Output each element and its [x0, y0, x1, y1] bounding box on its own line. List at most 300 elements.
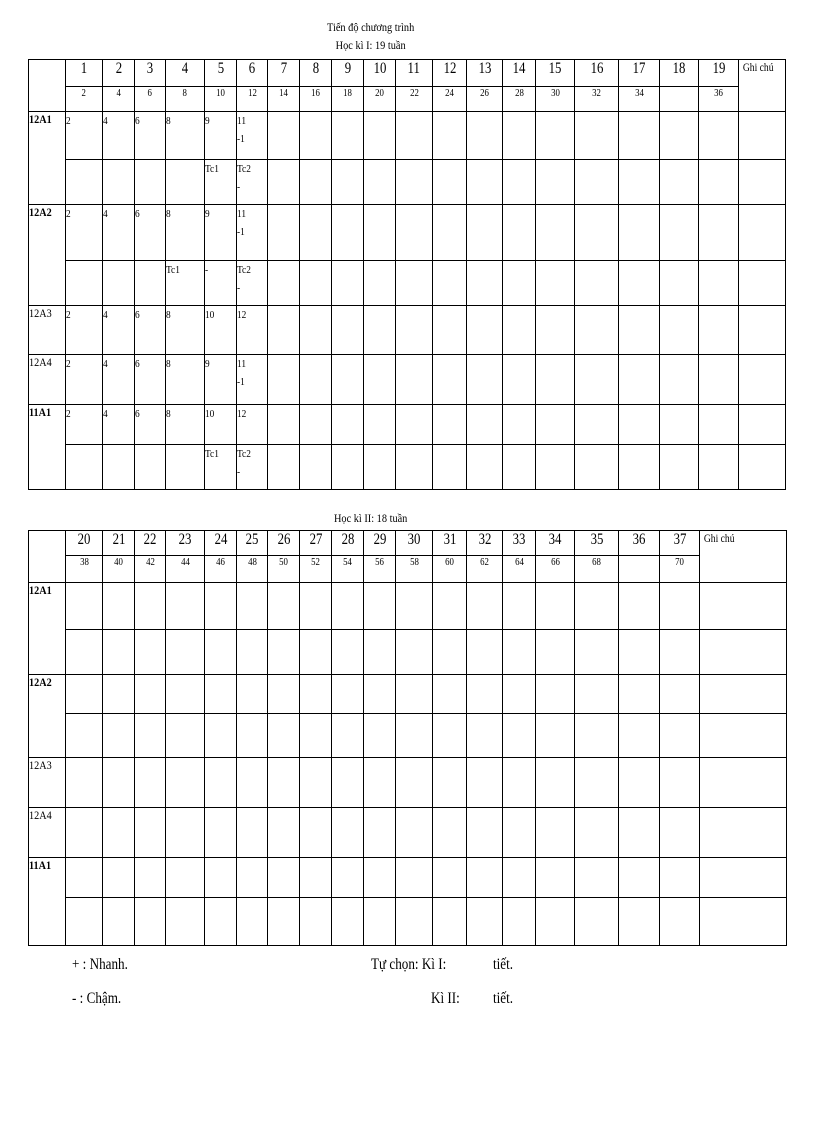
progress-cell — [66, 205, 103, 261]
progress-cell — [300, 205, 332, 261]
progress-cell — [332, 583, 364, 630]
week-number — [205, 60, 237, 87]
progress-cell — [433, 898, 467, 946]
progress-cell — [103, 405, 135, 445]
semester2-title: Học kì II: 18 tuần — [333, 511, 408, 525]
progress-cell — [332, 758, 364, 808]
cell-text: 50 — [279, 556, 288, 568]
cell-text: 42 — [145, 556, 155, 568]
progress-cell — [660, 112, 699, 160]
cell-text: 7 — [280, 60, 287, 77]
progress-cell — [166, 583, 205, 630]
cell-text: 9 — [205, 115, 210, 127]
progress-cell — [467, 445, 503, 490]
progress-cell — [300, 758, 332, 808]
class-name — [29, 405, 66, 490]
week-number — [205, 531, 237, 556]
week-number — [503, 60, 536, 87]
progress-cell — [205, 808, 237, 858]
week-number — [268, 531, 300, 556]
progress-cell — [166, 898, 205, 946]
note-cell — [739, 355, 786, 405]
cell-text: 12A1 — [29, 583, 52, 597]
table-row — [29, 714, 787, 758]
progress-cell — [237, 306, 268, 355]
progress-cell — [332, 675, 364, 714]
progress-cell — [205, 758, 237, 808]
progress-cell — [332, 112, 364, 160]
progress-cell — [66, 714, 103, 758]
progress-cell — [237, 355, 268, 405]
period-number — [237, 87, 268, 112]
cell-text: 56 — [375, 556, 384, 568]
progress-cell — [135, 630, 166, 675]
class-name — [29, 205, 66, 306]
note-cell — [739, 160, 786, 205]
progress-cell — [503, 205, 536, 261]
progress-cell — [166, 714, 205, 758]
progress-cell — [166, 205, 205, 261]
cell-text: 11A1 — [29, 405, 52, 419]
week-number — [332, 60, 364, 87]
week-number — [660, 531, 700, 556]
progress-cell — [66, 405, 103, 445]
progress-cell — [396, 112, 433, 160]
progress-cell — [536, 205, 575, 261]
cell-text: 11 -1 — [237, 358, 247, 388]
cell-text: 10 — [205, 309, 215, 321]
cell-text: 60 — [445, 556, 454, 568]
cell-text: 9 — [344, 60, 351, 77]
week-number — [503, 531, 536, 556]
progress-cell — [66, 112, 103, 160]
progress-cell — [268, 808, 300, 858]
week-number — [575, 60, 619, 87]
period-number — [503, 556, 536, 583]
progress-cell — [135, 261, 166, 306]
progress-cell — [660, 405, 699, 445]
progress-cell — [536, 583, 575, 630]
cell-text: 10 — [205, 408, 215, 420]
week-number — [364, 531, 396, 556]
progress-cell — [364, 405, 396, 445]
progress-cell — [433, 758, 467, 808]
progress-cell — [300, 583, 332, 630]
cell-text: Tc1 — [166, 264, 180, 276]
period-number — [575, 87, 619, 112]
cell-text: 28 — [514, 87, 524, 99]
progress-cell — [536, 445, 575, 490]
progress-cell — [619, 405, 660, 445]
elective-term1-label: Tự chọn: Kì I: — [371, 956, 447, 973]
progress-cell — [433, 160, 467, 205]
progress-cell — [166, 675, 205, 714]
progress-cell — [619, 758, 660, 808]
class-name — [29, 858, 66, 946]
progress-cell — [433, 355, 467, 405]
progress-cell — [364, 355, 396, 405]
week-number — [699, 60, 739, 87]
progress-cell — [467, 898, 503, 946]
note-cell — [700, 714, 787, 758]
progress-cell — [396, 898, 433, 946]
progress-cell — [205, 630, 237, 675]
progress-cell — [575, 445, 619, 490]
table-row — [29, 758, 787, 808]
cell-text: 52 — [311, 556, 320, 568]
cell-text: 21 — [112, 531, 125, 548]
period-number — [433, 87, 467, 112]
progress-cell — [300, 445, 332, 490]
progress-cell — [135, 355, 166, 405]
progress-cell — [332, 898, 364, 946]
cell-text: 17 — [632, 60, 646, 77]
progress-cell — [364, 306, 396, 355]
cell-text: 8 — [166, 408, 171, 420]
progress-cell — [575, 112, 619, 160]
period-number — [536, 556, 575, 583]
progress-cell — [300, 355, 332, 405]
progress-cell — [619, 306, 660, 355]
cell-text: 4 — [103, 208, 108, 220]
progress-cell — [433, 112, 467, 160]
progress-cell — [135, 808, 166, 858]
cell-text: 37 — [673, 531, 686, 548]
progress-cell — [619, 714, 660, 758]
week-header-row — [29, 60, 786, 87]
period-number — [396, 556, 433, 583]
progress-cell — [575, 205, 619, 261]
progress-cell — [396, 205, 433, 261]
progress-cell — [433, 675, 467, 714]
period-number — [103, 87, 135, 112]
week-number — [103, 531, 135, 556]
progress-cell — [433, 405, 467, 445]
progress-cell — [433, 714, 467, 758]
progress-cell — [503, 355, 536, 405]
cell-text: 36 — [632, 531, 646, 548]
progress-cell — [364, 583, 396, 630]
table-row — [29, 675, 787, 714]
progress-cell — [268, 261, 300, 306]
class-name — [29, 306, 66, 355]
cell-text: 12A3 — [29, 758, 52, 772]
cell-text: 2 — [66, 358, 71, 370]
progress-cell — [332, 808, 364, 858]
progress-cell — [433, 306, 467, 355]
period-number — [103, 556, 135, 583]
progress-cell — [575, 808, 619, 858]
progress-cell — [660, 261, 699, 306]
week-number — [396, 531, 433, 556]
progress-cell — [503, 714, 536, 758]
period-number — [135, 87, 166, 112]
progress-cell — [205, 583, 237, 630]
week-number — [135, 60, 166, 87]
period-number — [660, 87, 699, 112]
cell-text: 22 — [409, 87, 419, 99]
progress-cell — [103, 630, 135, 675]
cell-text: 2 — [66, 408, 71, 420]
cell-text: 10 — [373, 60, 386, 77]
document-title: Tiến độ chương trình — [327, 20, 415, 34]
progress-cell — [467, 405, 503, 445]
progress-cell — [205, 445, 237, 490]
table-row — [29, 445, 786, 490]
period-header-row — [29, 87, 786, 112]
progress-cell — [237, 445, 268, 490]
cell-text: 8 — [182, 87, 188, 99]
progress-cell — [619, 445, 660, 490]
progress-cell — [364, 630, 396, 675]
cell-text: 15 — [548, 60, 562, 77]
cell-text: 32 — [478, 531, 491, 548]
progress-cell — [166, 355, 205, 405]
week-number — [300, 531, 332, 556]
cell-text: 28 — [341, 531, 354, 548]
progress-cell — [66, 583, 103, 630]
week-number — [237, 60, 268, 87]
progress-cell — [699, 205, 739, 261]
note-header — [700, 531, 787, 583]
cell-text: 34 — [634, 87, 644, 99]
progress-cell — [619, 583, 660, 630]
progress-cell — [135, 714, 166, 758]
progress-cell — [575, 758, 619, 808]
note-cell — [700, 858, 787, 898]
table-row — [29, 898, 787, 946]
cell-text: 4 — [103, 358, 108, 370]
progress-cell — [660, 858, 700, 898]
cell-text: 40 — [114, 556, 123, 568]
cell-text: - — [205, 264, 209, 276]
progress-cell — [332, 445, 364, 490]
progress-cell — [237, 261, 268, 306]
cell-text: 4 — [116, 87, 121, 99]
progress-cell — [205, 306, 237, 355]
progress-cell — [135, 205, 166, 261]
class-name — [29, 758, 66, 808]
progress-cell — [237, 205, 268, 261]
progress-cell — [332, 405, 364, 445]
cell-text: 29 — [373, 531, 386, 548]
progress-cell — [66, 898, 103, 946]
progress-cell — [300, 630, 332, 675]
progress-cell — [166, 858, 205, 898]
week-number — [268, 60, 300, 87]
progress-cell — [332, 205, 364, 261]
table-row — [29, 858, 787, 898]
period-number — [364, 87, 396, 112]
progress-cell — [536, 405, 575, 445]
progress-cell — [467, 355, 503, 405]
progress-cell — [575, 261, 619, 306]
progress-cell — [135, 675, 166, 714]
progress-cell — [332, 714, 364, 758]
progress-cell — [396, 261, 433, 306]
progress-cell — [205, 205, 237, 261]
cell-text: 1 — [80, 60, 88, 77]
cell-text: 2 — [81, 87, 87, 99]
corner-cell — [29, 531, 66, 583]
cell-text: 12A1 — [29, 112, 52, 126]
progress-cell — [660, 205, 699, 261]
period-number — [300, 87, 332, 112]
cell-text: 4 — [103, 115, 108, 127]
week-number — [237, 531, 268, 556]
class-name — [29, 583, 66, 675]
progress-cell — [364, 898, 396, 946]
progress-cell — [364, 112, 396, 160]
progress-cell — [699, 160, 739, 205]
progress-cell — [66, 355, 103, 405]
progress-cell — [268, 675, 300, 714]
progress-cell — [166, 160, 205, 205]
class-name — [29, 808, 66, 858]
progress-cell — [205, 405, 237, 445]
cell-text: 8 — [166, 309, 171, 321]
progress-cell — [503, 898, 536, 946]
cell-text: 54 — [343, 556, 352, 568]
progress-cell — [619, 630, 660, 675]
cell-text: 6 — [135, 408, 140, 420]
progress-cell — [660, 808, 700, 858]
progress-cell — [332, 630, 364, 675]
cell-text: 27 — [309, 531, 322, 548]
progress-cell — [300, 306, 332, 355]
cell-text: 26 — [480, 87, 489, 99]
progress-cell — [467, 583, 503, 630]
progress-cell — [467, 758, 503, 808]
corner-cell — [29, 60, 66, 112]
progress-cell — [467, 714, 503, 758]
progress-cell — [332, 160, 364, 205]
progress-cell — [268, 205, 300, 261]
progress-cell — [205, 898, 237, 946]
progress-cell — [237, 675, 268, 714]
progress-cell — [503, 675, 536, 714]
progress-cell — [166, 445, 205, 490]
progress-cell — [268, 898, 300, 946]
progress-cell — [660, 675, 700, 714]
week-number — [467, 531, 503, 556]
note-cell — [700, 898, 787, 946]
progress-cell — [205, 112, 237, 160]
progress-cell — [103, 355, 135, 405]
progress-cell — [300, 112, 332, 160]
progress-cell — [433, 261, 467, 306]
progress-cell — [503, 758, 536, 808]
progress-cell — [575, 675, 619, 714]
cell-text: 30 — [550, 87, 560, 99]
progress-cell — [467, 261, 503, 306]
week-number — [619, 531, 660, 556]
cell-text: 62 — [480, 556, 489, 568]
cell-text: 66 — [550, 556, 560, 568]
progress-cell — [699, 261, 739, 306]
progress-cell — [205, 714, 237, 758]
progress-cell — [364, 714, 396, 758]
class-name — [29, 112, 66, 205]
cell-text: 5 — [217, 60, 224, 77]
cell-text: 33 — [512, 531, 526, 548]
progress-cell — [536, 112, 575, 160]
week-number — [467, 60, 503, 87]
progress-cell — [135, 405, 166, 445]
progress-cell — [135, 898, 166, 946]
progress-cell — [396, 160, 433, 205]
progress-cell — [536, 160, 575, 205]
progress-cell — [364, 205, 396, 261]
cell-text: 44 — [180, 556, 190, 568]
progress-cell — [660, 355, 699, 405]
progress-cell — [619, 898, 660, 946]
cell-text: 12 — [237, 309, 247, 321]
progress-cell — [536, 261, 575, 306]
cell-text: 35 — [590, 531, 603, 548]
progress-cell — [166, 405, 205, 445]
progress-cell — [268, 583, 300, 630]
cell-text: 19 — [712, 60, 725, 77]
progress-cell — [135, 445, 166, 490]
cell-text: 12A4 — [29, 355, 52, 369]
cell-text: 58 — [409, 556, 419, 568]
progress-cell — [536, 714, 575, 758]
progress-cell — [699, 306, 739, 355]
progress-cell — [364, 808, 396, 858]
progress-cell — [268, 630, 300, 675]
progress-cell — [503, 583, 536, 630]
cell-text: 25 — [245, 531, 259, 548]
progress-cell — [300, 675, 332, 714]
week-number — [364, 60, 396, 87]
progress-cell — [135, 583, 166, 630]
cell-text: 16 — [311, 87, 320, 99]
elective-term1-unit: tiết. — [493, 956, 514, 973]
period-number — [660, 556, 700, 583]
cell-text: 3 — [146, 60, 154, 77]
progress-cell — [166, 808, 205, 858]
cell-text: 16 — [590, 60, 603, 77]
progress-cell — [237, 758, 268, 808]
progress-cell — [237, 898, 268, 946]
note-cell — [739, 112, 786, 160]
progress-cell — [536, 675, 575, 714]
table-row — [29, 261, 786, 306]
cell-text: 4 — [181, 60, 189, 77]
cell-text: 12 — [247, 87, 257, 99]
progress-cell — [699, 405, 739, 445]
cell-text: 2 — [66, 309, 71, 321]
progress-cell — [66, 630, 103, 675]
progress-cell — [135, 858, 166, 898]
progress-cell — [66, 675, 103, 714]
table-row — [29, 405, 786, 445]
progress-cell — [364, 858, 396, 898]
cell-text: 14 — [512, 60, 526, 77]
progress-cell — [503, 306, 536, 355]
cell-text: Tc1 — [205, 448, 219, 460]
period-number — [237, 556, 268, 583]
progress-cell — [135, 758, 166, 808]
week-number — [103, 60, 135, 87]
cell-text: 34 — [548, 531, 562, 548]
progress-cell — [619, 160, 660, 205]
progress-cell — [536, 858, 575, 898]
progress-cell — [364, 261, 396, 306]
period-number — [268, 556, 300, 583]
cell-text: 64 — [514, 556, 524, 568]
